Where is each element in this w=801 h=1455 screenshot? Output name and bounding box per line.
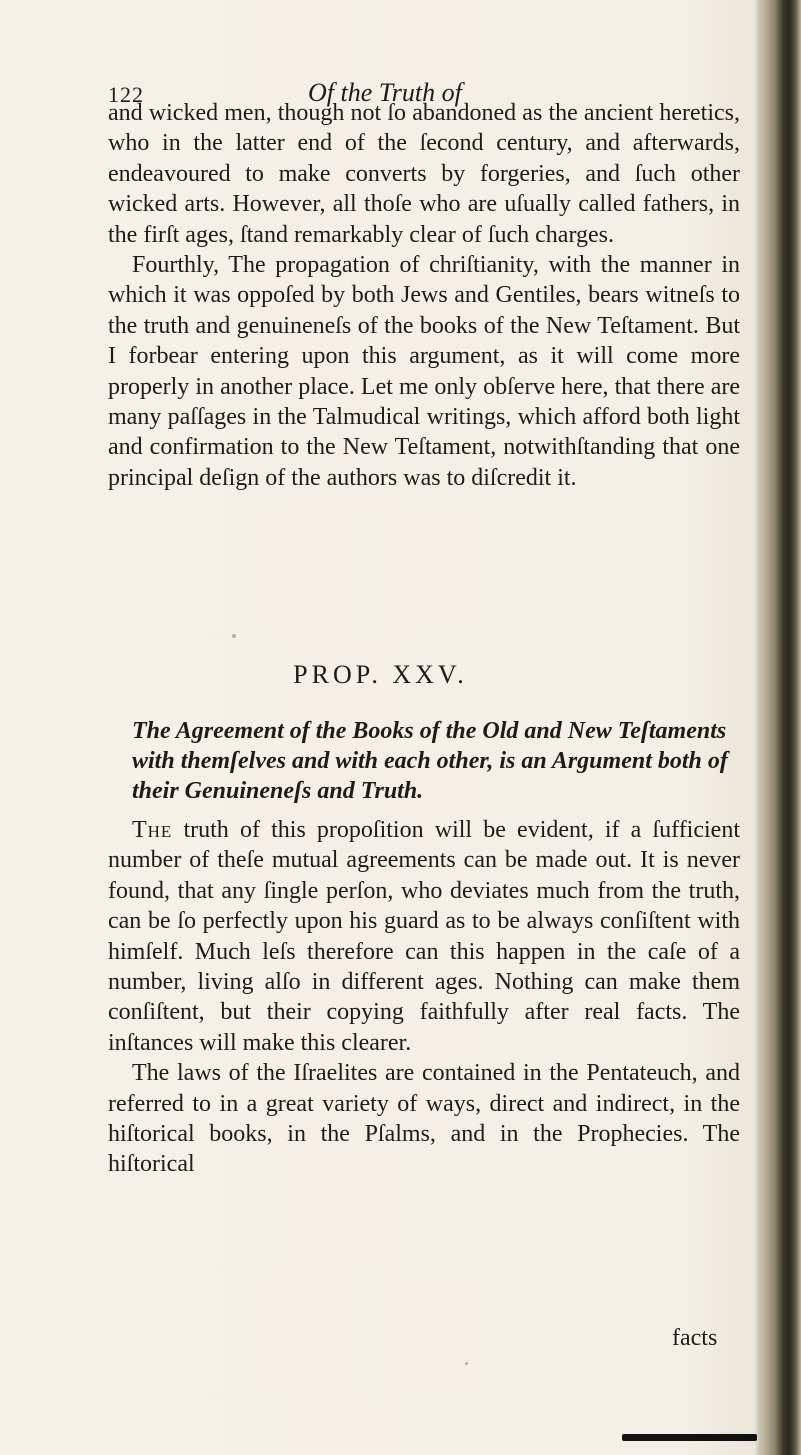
body-text-top	[108, 98, 740, 493]
page-number: 122	[108, 82, 144, 107]
paragraph-fourthly: Fourthly, The propagation of chriſtianity, with the manner in which it was oppoſed by both Jews and Gentiles, bears witneſs to the truth and genuineneſs of the books of the New Teſtament. But I forbear entering upon this argument, as it will come more properly in another place. Let me only obſerve here, that there are many paſſages in the Talmudical writings, which afford both light and confirmation to the New Teſtament, notwithſtanding that one principal deſign of the authors was to diſcredit it.	[108, 252, 740, 491]
bottom-ink-rule	[622, 1434, 757, 1441]
proposition-heading: PROP. XXV.	[293, 660, 468, 689]
paper-speck	[232, 634, 236, 638]
running-title: Of the Truth of	[308, 78, 462, 107]
paragraph-body: The laws of the Iſraelites are contained in the Pentateuch, and referred to in a great variety of ways, direct and indirect, in the hiſtorical books, in the Pſalms, and in the Prophecies. The hiſtorical	[108, 1060, 740, 1178]
proposition-title: The Agreement of the Books of the Old and New Teſtaments with themſelves and with each other, is an Argument both of their Genuineneſs and Truth.	[132, 718, 728, 804]
paragraph-laws	[108, 1058, 740, 1180]
book-gutter	[761, 0, 801, 1455]
catchword: facts	[672, 1325, 718, 1351]
paragraph-body: truth of this propoſition will be evident, if a ſufficient number of theſe mutual agreements can be made out. It is never found, that any ſingle perſon, who deviates much from the truth, can be ſo perfectly upon his guard as to be always conſiſtent with himſelf. Much leſs therefore can this happen in the caſe of a number, living alſo in different ages. Nothing can make them conſiſtent, but their copying faithfully after real facts. The inſtances will make this clearer.	[108, 817, 740, 1056]
paragraph-proposition-intro	[108, 815, 740, 1058]
body-text-bottom	[108, 815, 740, 1180]
paragraph-continuation: and wicked men, though not ſo abandoned as the ancient heretics, who in the latter end of the ſecond century, and afterwards, endeavoured to make converts by forgeries, and ſuch other wicked arts. However, all thoſe who are uſually called fathers, in the firſt ages, ſtand remarkably clear of ſuch charges.	[108, 100, 740, 248]
paragraph-lead-word: The	[132, 817, 173, 843]
paper-speck	[465, 1362, 468, 1365]
